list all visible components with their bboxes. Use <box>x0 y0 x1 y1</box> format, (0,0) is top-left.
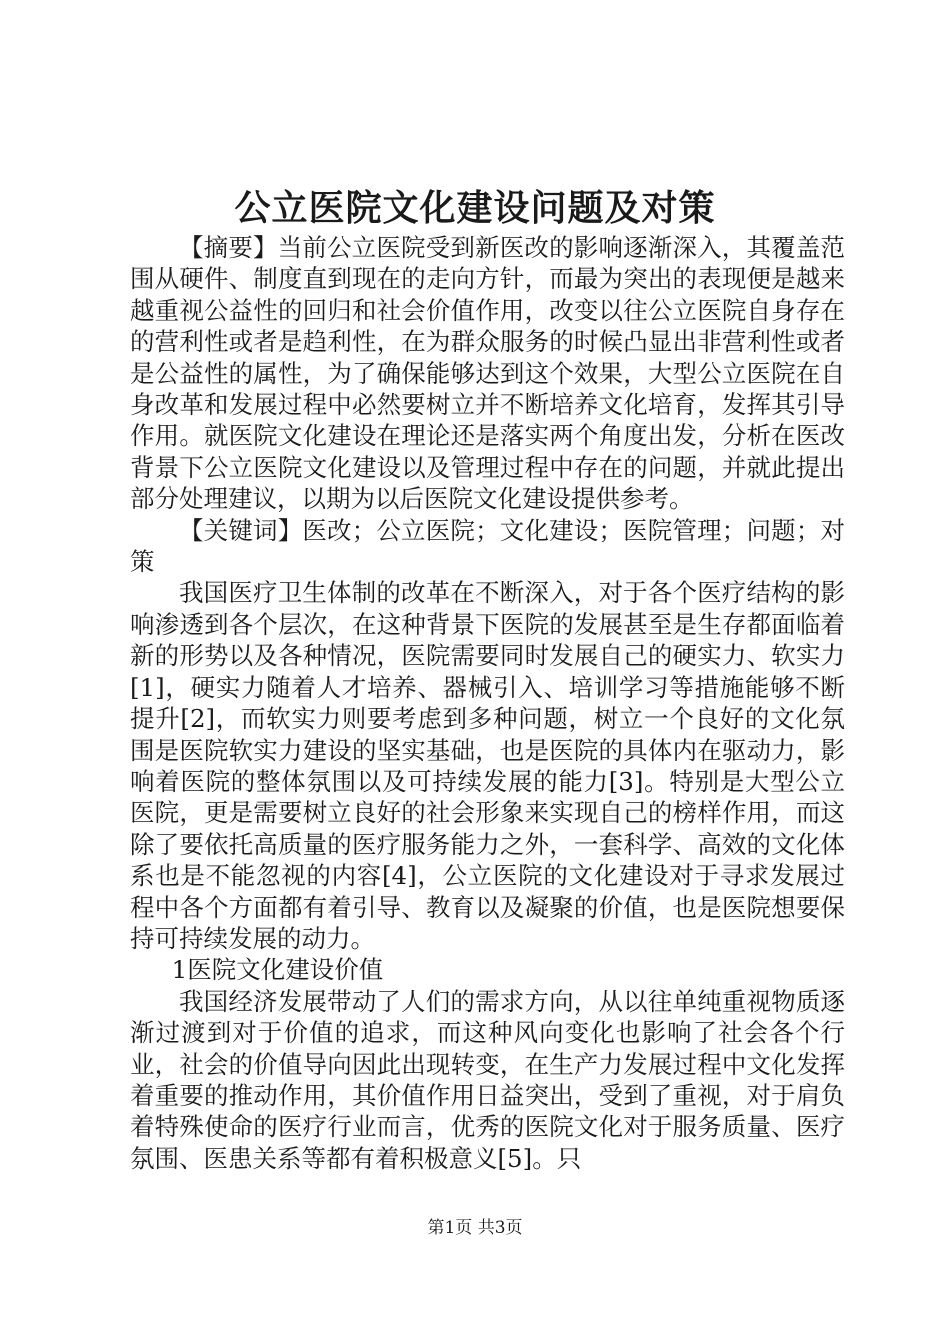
section-paragraph: 我国经济发展带动了人们的需求方向，从以往单纯重视物质逐渐过渡到对于价值的追求，而这种风向变化也影响了社会各个行业，社会的价值导向因此出现转变，在生产力发展过程中文化发挥着重要的推动作用，其价值作用日益突出，受到了重视，对于肩负着特殊使命的医疗行业而言，优秀的医院文化对于服务质量、医疗氛围、医患关系等都有着积极意义[5]。只 <box>130 986 845 1173</box>
section-heading: 1医院文化建设价值 <box>171 955 384 985</box>
document-title: 公立医院文化建设问题及对策 <box>234 187 716 229</box>
document-body <box>130 232 845 1174</box>
intro-paragraph: 我国医疗卫生体制的改革在不断深入，对于各个医疗结构的影响渗透到各个层次，在这种背景下医院的发展甚至是生存都面临着新的形势以及各种情况，医院需要同时发展自己的硬实力、软实力[1]，硬实力随着人才培养、器械引入、培训学习等措施能够不断提升[2]，而软实力则要考虑到多种问题，树立一个良好的文化氛围是医院软实力建设的坚实基础，也是医院的具体内在驱动力，影响着医院的整体氛围以及可持续发展的能力[3]。特别是大型公立医院，更是需要树立良好的社会形象来实现自己的榜样作用，而这除了要依托高质量的医疗服务能力之外，一套科学、高效的文化体系也是不能忽视的内容[4]，公立医院的文化建设对于寻求发展过程中各个方面都有着引导、教育以及凝聚的价值，也是医院想要保持可持续发展的动力。 <box>130 578 845 953</box>
abstract-paragraph: 【摘要】当前公立医院受到新医改的影响逐渐深入，其覆盖范围从硬件、制度直到现在的走向方针，而最为突出的表现便是越来越重视公益性的回归和社会价值作用，改变以往公立医院自身存在的营利性或者是趋利性，在为群众服务的时候凸显出非营利性或者是公益性的属性，为了确保能够达到这个效果，大型公立医院在自身改革和发展过程中必然要树立并不断培养文化培育，发挥其引导作用。就医院文化建设在理论还是落实两个角度出发，分析在医改背景下公立医院文化建设以及管理过程中存在的问题，并就此提出部分处理建议，以期为以后医院文化建设提供参考。 <box>130 233 845 514</box>
keywords-paragraph: 【关键词】医改；公立医院；文化建设；医院管理；问题；对策 <box>130 515 845 577</box>
page-footer: 第1页 共3页 <box>427 1218 523 1238</box>
